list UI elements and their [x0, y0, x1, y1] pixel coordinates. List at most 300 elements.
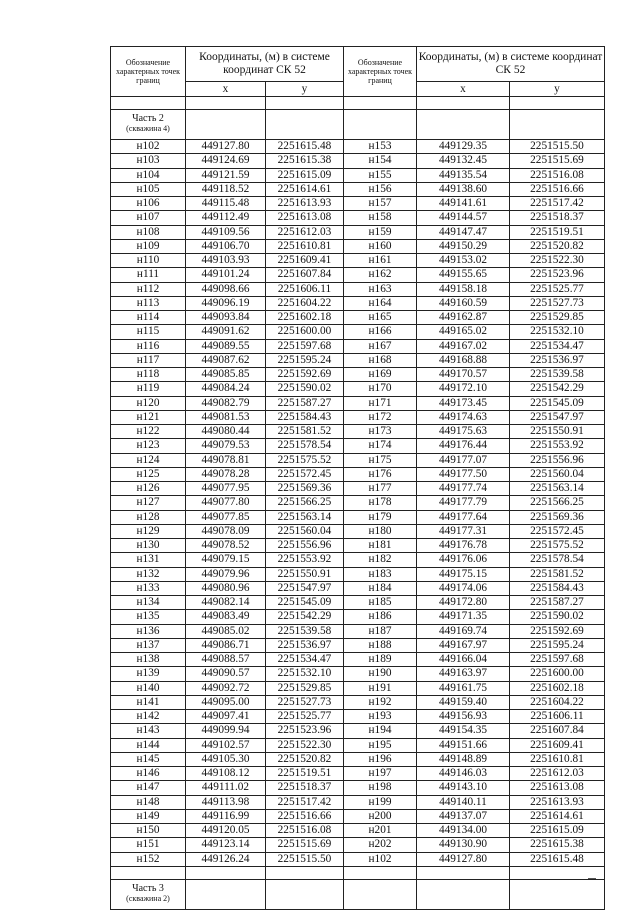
x-right: 449167.02 — [417, 339, 510, 353]
x-left: 449099.94 — [186, 724, 266, 738]
y-right: 2251615.38 — [510, 838, 605, 852]
y-left: 2251578.54 — [266, 439, 344, 453]
point-id-right: н188 — [344, 638, 417, 652]
x-left: 449077.80 — [186, 496, 266, 510]
point-id-right: н200 — [344, 809, 417, 823]
point-id-left: н143 — [111, 724, 186, 738]
x-left: 449126.24 — [186, 852, 266, 866]
y-right: 2251516.66 — [510, 182, 605, 196]
point-id-right: н185 — [344, 596, 417, 610]
y-left: 2251522.30 — [266, 738, 344, 752]
x-right: 449158.18 — [417, 282, 510, 296]
x-left: 449097.41 — [186, 710, 266, 724]
point-id-left: н107 — [111, 211, 186, 225]
y-left: 2251553.92 — [266, 553, 344, 567]
y-left: 2251581.52 — [266, 425, 344, 439]
y-left: 2251613.08 — [266, 211, 344, 225]
table-row — [111, 282, 605, 296]
y-left: 2251525.77 — [266, 710, 344, 724]
x-left: 449085.85 — [186, 368, 266, 382]
x-right: 449166.04 — [417, 653, 510, 667]
point-id-right: н190 — [344, 667, 417, 681]
point-id-right: н166 — [344, 325, 417, 339]
page-mark — [588, 878, 596, 879]
point-id-left: н105 — [111, 182, 186, 196]
y-right: 2251604.22 — [510, 695, 605, 709]
point-id-right: н201 — [344, 824, 417, 838]
table-row — [111, 539, 605, 553]
y-right: 2251613.93 — [510, 795, 605, 809]
y-right: 2251516.08 — [510, 168, 605, 182]
point-id-right: н163 — [344, 282, 417, 296]
y-left: 2251542.29 — [266, 610, 344, 624]
point-id-right: н172 — [344, 410, 417, 424]
x-right: 449176.78 — [417, 539, 510, 553]
point-id-left: н137 — [111, 638, 186, 652]
x-right: 449173.45 — [417, 396, 510, 410]
y-right: 2251539.58 — [510, 368, 605, 382]
point-id-right: н180 — [344, 524, 417, 538]
x-right: 449177.31 — [417, 524, 510, 538]
gap-cell — [266, 866, 344, 879]
point-id-left: н108 — [111, 225, 186, 239]
y-right: 2251575.52 — [510, 539, 605, 553]
y-left: 2251529.85 — [266, 681, 344, 695]
part-cell — [266, 110, 344, 140]
x-left: 449078.81 — [186, 453, 266, 467]
gap-cell — [266, 97, 344, 110]
gap-cell — [344, 97, 417, 110]
x-right: 449146.03 — [417, 767, 510, 781]
y-right: 2251542.29 — [510, 382, 605, 396]
table-row — [111, 809, 605, 823]
x-right: 449161.75 — [417, 681, 510, 695]
x-left: 449123.14 — [186, 838, 266, 852]
x-left: 449091.62 — [186, 325, 266, 339]
point-id-right: н158 — [344, 211, 417, 225]
header-y-right: у — [510, 82, 605, 97]
x-left: 449078.52 — [186, 539, 266, 553]
x-left: 449080.96 — [186, 581, 266, 595]
table-row — [111, 596, 605, 610]
table-row — [111, 325, 605, 339]
x-right: 449177.79 — [417, 496, 510, 510]
point-id-left: н138 — [111, 653, 186, 667]
x-right: 449147.47 — [417, 225, 510, 239]
table-row — [111, 638, 605, 652]
point-id-right: н202 — [344, 838, 417, 852]
point-id-left: н148 — [111, 795, 186, 809]
x-right: 449159.40 — [417, 695, 510, 709]
x-left: 449077.95 — [186, 482, 266, 496]
point-id-left: н141 — [111, 695, 186, 709]
header-point-label-left: Обозначение характерных точек границ — [111, 47, 186, 97]
point-id-left: н127 — [111, 496, 186, 510]
x-right: 449174.63 — [417, 410, 510, 424]
point-id-left: н139 — [111, 667, 186, 681]
point-id-left: н111 — [111, 268, 186, 282]
y-right: 2251615.48 — [510, 852, 605, 866]
y-right: 2251590.02 — [510, 610, 605, 624]
table-row — [111, 182, 605, 196]
x-right: 449155.65 — [417, 268, 510, 282]
table-row — [111, 610, 605, 624]
header-x-right: х — [417, 82, 510, 97]
point-id-left: н112 — [111, 282, 186, 296]
table-row — [111, 482, 605, 496]
point-id-left: н118 — [111, 368, 186, 382]
x-left: 449103.93 — [186, 254, 266, 268]
point-id-right: н177 — [344, 482, 417, 496]
point-id-right: н167 — [344, 339, 417, 353]
point-id-right: н184 — [344, 581, 417, 595]
x-right: 449163.97 — [417, 667, 510, 681]
point-id-right: н194 — [344, 724, 417, 738]
point-id-left: н120 — [111, 396, 186, 410]
x-right: 449137.07 — [417, 809, 510, 823]
gap-cell — [111, 97, 186, 110]
x-left: 449102.57 — [186, 738, 266, 752]
point-id-right: н175 — [344, 453, 417, 467]
x-left: 449082.14 — [186, 596, 266, 610]
header-coords-right: Координаты, (м) в системе координат СК 52 — [417, 47, 605, 82]
y-right: 2251515.69 — [510, 154, 605, 168]
point-id-right: н164 — [344, 296, 417, 310]
point-id-right: н170 — [344, 382, 417, 396]
x-right: 449127.80 — [417, 852, 510, 866]
point-id-left: н135 — [111, 610, 186, 624]
point-id-left: н128 — [111, 510, 186, 524]
gap-cell — [417, 97, 510, 110]
header-point-label-right: Обозначение характерных точек границ — [344, 47, 417, 97]
y-right: 2251609.41 — [510, 738, 605, 752]
table-row — [111, 781, 605, 795]
y-left: 2251563.14 — [266, 510, 344, 524]
y-left: 2251547.97 — [266, 581, 344, 595]
table-row — [111, 767, 605, 781]
y-left: 2251604.22 — [266, 296, 344, 310]
y-left: 2251556.96 — [266, 539, 344, 553]
table-row — [111, 624, 605, 638]
y-right: 2251523.96 — [510, 268, 605, 282]
coordinates-table — [110, 46, 605, 910]
x-left: 449108.12 — [186, 767, 266, 781]
point-id-left: н110 — [111, 254, 186, 268]
point-id-left: н122 — [111, 425, 186, 439]
y-right: 2251600.00 — [510, 667, 605, 681]
x-right: 449135.54 — [417, 168, 510, 182]
point-id-right: н186 — [344, 610, 417, 624]
x-right: 449134.00 — [417, 824, 510, 838]
y-right: 2251578.54 — [510, 553, 605, 567]
y-left: 2251609.41 — [266, 254, 344, 268]
point-id-left: н142 — [111, 710, 186, 724]
y-right: 2251527.73 — [510, 296, 605, 310]
gap-cell — [186, 97, 266, 110]
point-id-left: н147 — [111, 781, 186, 795]
table-row — [111, 681, 605, 695]
x-left: 449092.72 — [186, 681, 266, 695]
table-row — [111, 695, 605, 709]
y-left: 2251600.00 — [266, 325, 344, 339]
y-left: 2251610.81 — [266, 239, 344, 253]
y-right: 2251534.47 — [510, 339, 605, 353]
point-id-left: н144 — [111, 738, 186, 752]
y-right: 2251553.92 — [510, 439, 605, 453]
table-row — [111, 168, 605, 182]
y-left: 2251575.52 — [266, 453, 344, 467]
part-cell — [510, 110, 605, 140]
point-id-left: н115 — [111, 325, 186, 339]
x-right: 449165.02 — [417, 325, 510, 339]
x-left: 449079.53 — [186, 439, 266, 453]
x-right: 449170.57 — [417, 368, 510, 382]
x-right: 449176.44 — [417, 439, 510, 453]
point-id-right: н196 — [344, 752, 417, 766]
part-cell — [344, 110, 417, 140]
y-right: 2251536.97 — [510, 353, 605, 367]
x-right: 449156.93 — [417, 710, 510, 724]
y-right: 2251572.45 — [510, 524, 605, 538]
y-left: 2251572.45 — [266, 467, 344, 481]
x-right: 449150.29 — [417, 239, 510, 253]
x-right: 449154.35 — [417, 724, 510, 738]
x-left: 449083.49 — [186, 610, 266, 624]
table-row — [111, 567, 605, 581]
table-row — [111, 852, 605, 866]
x-left: 449080.44 — [186, 425, 266, 439]
point-id-left: н104 — [111, 168, 186, 182]
table-row — [111, 581, 605, 595]
x-left: 449087.62 — [186, 353, 266, 367]
y-left: 2251520.82 — [266, 752, 344, 766]
point-id-left: н113 — [111, 296, 186, 310]
point-id-left: н134 — [111, 596, 186, 610]
y-left: 2251613.93 — [266, 197, 344, 211]
point-id-right: н193 — [344, 710, 417, 724]
point-id-right: н179 — [344, 510, 417, 524]
table-row — [111, 339, 605, 353]
x-right: 449144.57 — [417, 211, 510, 225]
y-left: 2251536.97 — [266, 638, 344, 652]
point-id-right: н195 — [344, 738, 417, 752]
point-id-left: н130 — [111, 539, 186, 553]
point-id-right: н174 — [344, 439, 417, 453]
y-right: 2251613.08 — [510, 781, 605, 795]
x-left: 449086.71 — [186, 638, 266, 652]
x-right: 449169.74 — [417, 624, 510, 638]
x-left: 449118.52 — [186, 182, 266, 196]
y-left: 2251517.42 — [266, 795, 344, 809]
y-left: 2251519.51 — [266, 767, 344, 781]
part-cell — [417, 110, 510, 140]
y-right: 2251556.96 — [510, 453, 605, 467]
point-id-left: н109 — [111, 239, 186, 253]
point-id-left: н117 — [111, 353, 186, 367]
x-left: 449085.02 — [186, 624, 266, 638]
y-left: 2251590.02 — [266, 382, 344, 396]
x-left: 449079.15 — [186, 553, 266, 567]
table-row — [111, 211, 605, 225]
y-left: 2251569.36 — [266, 482, 344, 496]
point-id-left: н151 — [111, 838, 186, 852]
x-left: 449106.70 — [186, 239, 266, 253]
point-id-right: н176 — [344, 467, 417, 481]
point-id-right: н181 — [344, 539, 417, 553]
point-id-right: н182 — [344, 553, 417, 567]
y-left: 2251615.09 — [266, 168, 344, 182]
table-row — [111, 353, 605, 367]
x-left: 449093.84 — [186, 311, 266, 325]
gap-cell — [417, 866, 510, 879]
x-right: 449175.63 — [417, 425, 510, 439]
y-left: 2251515.50 — [266, 852, 344, 866]
gap-cell — [111, 866, 186, 879]
point-id-left: н119 — [111, 382, 186, 396]
point-id-right: н156 — [344, 182, 417, 196]
x-right: 449138.60 — [417, 182, 510, 196]
y-right: 2251560.04 — [510, 467, 605, 481]
y-right: 2251545.09 — [510, 396, 605, 410]
y-left: 2251516.66 — [266, 809, 344, 823]
x-left: 449081.53 — [186, 410, 266, 424]
y-right: 2251615.09 — [510, 824, 605, 838]
y-right: 2251532.10 — [510, 325, 605, 339]
point-id-left: н106 — [111, 197, 186, 211]
y-right: 2251519.51 — [510, 225, 605, 239]
point-id-left: н123 — [111, 439, 186, 453]
y-left: 2251607.84 — [266, 268, 344, 282]
y-right: 2251518.37 — [510, 211, 605, 225]
x-right: 449160.59 — [417, 296, 510, 310]
x-left: 449121.59 — [186, 168, 266, 182]
table-row — [111, 254, 605, 268]
y-right: 2251612.03 — [510, 767, 605, 781]
x-left: 449115.48 — [186, 197, 266, 211]
point-id-left: н116 — [111, 339, 186, 353]
point-id-left: н140 — [111, 681, 186, 695]
table-row — [111, 453, 605, 467]
y-left: 2251584.43 — [266, 410, 344, 424]
point-id-left: н132 — [111, 567, 186, 581]
y-left: 2251602.18 — [266, 311, 344, 325]
table-row — [111, 368, 605, 382]
table-row — [111, 653, 605, 667]
x-left: 449095.00 — [186, 695, 266, 709]
point-id-left: н133 — [111, 581, 186, 595]
y-right: 2251525.77 — [510, 282, 605, 296]
y-right: 2251592.69 — [510, 624, 605, 638]
table-row — [111, 439, 605, 453]
point-id-right: н178 — [344, 496, 417, 510]
x-left: 449078.09 — [186, 524, 266, 538]
y-left: 2251560.04 — [266, 524, 344, 538]
part2-label — [111, 110, 186, 140]
x-right: 449177.07 — [417, 453, 510, 467]
table-row — [111, 496, 605, 510]
gap-cell — [344, 866, 417, 879]
point-id-right: н102 — [344, 852, 417, 866]
table-row — [111, 396, 605, 410]
table-row — [111, 724, 605, 738]
y-right: 2251595.24 — [510, 638, 605, 652]
x-left: 449116.99 — [186, 809, 266, 823]
point-id-right: н168 — [344, 353, 417, 367]
y-right: 2251520.82 — [510, 239, 605, 253]
point-id-right: н198 — [344, 781, 417, 795]
point-id-right: н162 — [344, 268, 417, 282]
y-left: 2251539.58 — [266, 624, 344, 638]
point-id-left: н125 — [111, 467, 186, 481]
table-row — [111, 710, 605, 724]
table-row — [111, 824, 605, 838]
y-right: 2251614.61 — [510, 809, 605, 823]
y-left: 2251615.38 — [266, 154, 344, 168]
point-id-right: н155 — [344, 168, 417, 182]
point-id-right: н192 — [344, 695, 417, 709]
header-y-left: у — [266, 82, 344, 97]
point-id-left: н152 — [111, 852, 186, 866]
point-id-right: н171 — [344, 396, 417, 410]
y-right: 2251522.30 — [510, 254, 605, 268]
table-row — [111, 140, 605, 154]
table-row — [111, 553, 605, 567]
y-left: 2251545.09 — [266, 596, 344, 610]
point-id-right: н159 — [344, 225, 417, 239]
point-id-right: н197 — [344, 767, 417, 781]
x-left: 449077.85 — [186, 510, 266, 524]
table-row — [111, 510, 605, 524]
y-right: 2251581.52 — [510, 567, 605, 581]
y-right: 2251569.36 — [510, 510, 605, 524]
point-id-left: н136 — [111, 624, 186, 638]
point-id-left: н103 — [111, 154, 186, 168]
y-left: 2251615.48 — [266, 140, 344, 154]
point-id-right: н183 — [344, 567, 417, 581]
table-row — [111, 425, 605, 439]
x-right: 449162.87 — [417, 311, 510, 325]
y-right: 2251566.25 — [510, 496, 605, 510]
x-right: 449151.66 — [417, 738, 510, 752]
x-left: 449079.96 — [186, 567, 266, 581]
x-right: 449177.64 — [417, 510, 510, 524]
point-id-right: н157 — [344, 197, 417, 211]
y-right: 2251602.18 — [510, 681, 605, 695]
header-x-left: х — [186, 82, 266, 97]
table-row — [111, 467, 605, 481]
point-id-left: н131 — [111, 553, 186, 567]
y-right: 2251610.81 — [510, 752, 605, 766]
y-right: 2251563.14 — [510, 482, 605, 496]
x-right: 449141.61 — [417, 197, 510, 211]
header-coords-left: Координаты, (м) в системе координат СК 52 — [186, 47, 344, 82]
y-right: 2251597.68 — [510, 653, 605, 667]
table-row — [111, 738, 605, 752]
x-left: 449127.80 — [186, 140, 266, 154]
x-left: 449109.56 — [186, 225, 266, 239]
table-row — [111, 296, 605, 310]
x-left: 449088.57 — [186, 653, 266, 667]
table-row — [111, 667, 605, 681]
table-row — [111, 311, 605, 325]
x-right: 449177.74 — [417, 482, 510, 496]
point-id-left: н149 — [111, 809, 186, 823]
y-right: 2251547.97 — [510, 410, 605, 424]
x-left: 449112.49 — [186, 211, 266, 225]
x-right: 449172.80 — [417, 596, 510, 610]
point-id-right: н154 — [344, 154, 417, 168]
x-right: 449172.10 — [417, 382, 510, 396]
